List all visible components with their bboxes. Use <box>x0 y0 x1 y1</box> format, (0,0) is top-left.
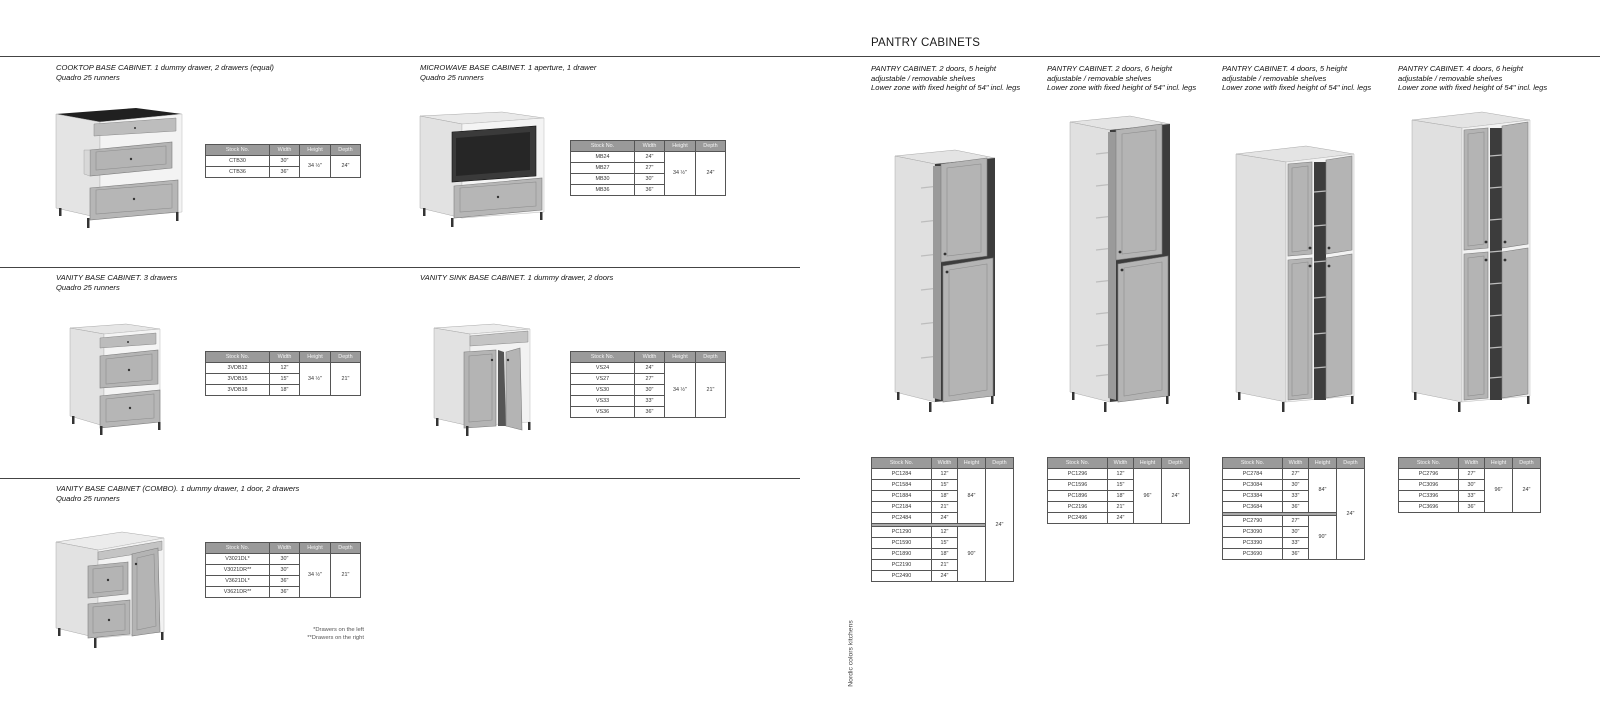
table-header-cell: Stock No. <box>206 352 270 363</box>
caption-pantry-3: PANTRY CABINET. 4 doors, 5 height adjustable / removable shelves Lower zone with fixed height of 54" incl. legs <box>1222 64 1372 93</box>
stock-number-cell: PC3090 <box>1223 526 1283 537</box>
table-header-cell: Height <box>958 458 986 469</box>
width-cell: 24" <box>635 151 665 162</box>
width-cell: 15" <box>932 479 958 490</box>
table-header-cell: Width <box>270 145 300 156</box>
stock-number-cell: VS24 <box>571 362 635 373</box>
stock-number-cell: VS36 <box>571 406 635 417</box>
table-header-cell: Depth <box>331 543 361 554</box>
stock-number-cell: PC1590 <box>872 537 932 548</box>
width-cell: 27" <box>635 162 665 173</box>
width-cell: 21" <box>932 559 958 570</box>
stock-number-cell: MB24 <box>571 151 635 162</box>
depth-cell: 24" <box>1162 468 1190 523</box>
width-cell: 30" <box>635 173 665 184</box>
width-cell: 18" <box>1108 490 1134 501</box>
table-header-cell: Depth <box>331 352 361 363</box>
row-divider-rule-2 <box>0 478 800 479</box>
width-cell: 12" <box>1108 468 1134 479</box>
stock-number-cell: PC3690 <box>1223 548 1283 559</box>
stock-number-cell: 3VDB12 <box>206 362 270 373</box>
table-row <box>206 155 361 166</box>
stock-number-cell: PC2190 <box>872 559 932 570</box>
pantry-cabinet-3-image <box>1234 144 1358 416</box>
table-header-cell: Depth <box>1513 458 1541 469</box>
width-cell: 15" <box>932 537 958 548</box>
table-row <box>1048 468 1190 479</box>
width-cell: 12" <box>270 362 300 373</box>
width-cell: 15" <box>1108 479 1134 490</box>
stock-number-cell: PC2796 <box>1399 468 1459 479</box>
caption-microwave-base: MICROWAVE BASE CABINET. 1 aperture, 1 drawer Quadro 25 runners <box>420 63 597 82</box>
width-cell: 36" <box>635 184 665 195</box>
height-cell: 90" <box>1309 515 1337 559</box>
width-cell: 18" <box>270 384 300 395</box>
table-header-cell: Width <box>932 458 958 469</box>
table-row <box>571 362 726 373</box>
spec-table-pantry-1 <box>871 457 1014 582</box>
stock-number-cell: PC1890 <box>872 548 932 559</box>
depth-cell: 24" <box>696 151 726 195</box>
vanity-combo-cabinet-image <box>54 528 168 656</box>
cooktop-cabinet-image <box>54 104 184 230</box>
stock-number-cell: PC1896 <box>1048 490 1108 501</box>
stock-number-cell: CTB36 <box>206 166 270 177</box>
stock-number-cell: VS27 <box>571 373 635 384</box>
width-cell: 27" <box>635 373 665 384</box>
table-header-cell: Width <box>635 141 665 152</box>
stock-number-cell: PC1596 <box>1048 479 1108 490</box>
pantry-cabinet-1-image <box>893 148 999 416</box>
table-header-cell: Depth <box>696 141 726 152</box>
width-cell: 24" <box>1108 512 1134 523</box>
vanity-drawer-cabinet-image <box>66 322 166 442</box>
table-header-cell: Depth <box>696 352 726 363</box>
stock-number-cell: PC2790 <box>1223 515 1283 526</box>
stock-number-cell: 3VDB18 <box>206 384 270 395</box>
width-cell: 21" <box>932 501 958 512</box>
width-cell: 12" <box>932 468 958 479</box>
height-cell: 34 ½" <box>300 155 331 177</box>
spec-table-vanity-sink <box>570 351 726 418</box>
stock-number-cell: PC3684 <box>1223 501 1283 512</box>
depth-cell: 24" <box>1513 468 1541 512</box>
stock-number-cell: PC1290 <box>872 526 932 537</box>
table-header-cell: Height <box>300 145 331 156</box>
width-cell: 24" <box>932 512 958 523</box>
width-cell: 21" <box>1108 501 1134 512</box>
width-cell: 30" <box>635 384 665 395</box>
depth-cell: 21" <box>331 553 361 597</box>
drawer-footnotes: *Drawers on the left **Drawers on the right <box>307 627 364 641</box>
depth-cell: 21" <box>331 362 361 395</box>
table-header-cell: Stock No. <box>571 352 635 363</box>
spec-table-vanity-drawers <box>205 351 361 396</box>
stock-number-cell: V3621DR** <box>206 586 270 597</box>
pantry-cabinet-2-image <box>1068 114 1174 416</box>
table-row <box>872 468 1014 479</box>
width-cell: 33" <box>1283 490 1309 501</box>
stock-number-cell: PC2484 <box>872 512 932 523</box>
caption-vanity-sink-base: VANITY SINK BASE CABINET. 1 dummy drawer, 2 doors <box>420 273 614 282</box>
spec-table-pantry-4 <box>1398 457 1541 513</box>
caption-pantry-4: PANTRY CABINET. 4 doors, 6 height adjustable / removable shelves Lower zone with fixed height of 54" incl. legs <box>1398 64 1548 93</box>
table-header-cell: Height <box>300 352 331 363</box>
stock-number-cell: PC1284 <box>872 468 932 479</box>
stock-number-cell: V3021DR** <box>206 564 270 575</box>
stock-number-cell: PC1296 <box>1048 468 1108 479</box>
height-cell: 34 ½" <box>300 362 331 395</box>
width-cell: 30" <box>270 155 300 166</box>
table-header-cell: Width <box>1459 458 1485 469</box>
table-header-cell: Depth <box>986 458 1014 469</box>
width-cell: 27" <box>1283 468 1309 479</box>
table-header-cell: Height <box>665 141 696 152</box>
width-cell: 27" <box>1283 515 1309 526</box>
table-header-cell: Width <box>1108 458 1134 469</box>
height-cell: 96" <box>1134 468 1162 523</box>
table-header-cell: Stock No. <box>571 141 635 152</box>
table-row <box>206 362 361 373</box>
table-header-cell: Height <box>1309 458 1337 469</box>
spec-table-vanity-combo <box>205 542 361 598</box>
caption-vanity-base: VANITY BASE CABINET. 3 drawers Quadro 25 runners <box>56 273 178 292</box>
stock-number-cell: VS30 <box>571 384 635 395</box>
height-cell: 34 ½" <box>665 362 696 417</box>
width-cell: 30" <box>1459 479 1485 490</box>
width-cell: 36" <box>635 406 665 417</box>
page-title: PANTRY CABINETS <box>871 37 981 49</box>
height-cell: 84" <box>958 468 986 523</box>
stock-number-cell: CTB30 <box>206 155 270 166</box>
pantry-cabinet-4-image <box>1410 110 1534 416</box>
stock-number-cell: PC2496 <box>1048 512 1108 523</box>
width-cell: 30" <box>1283 526 1309 537</box>
brand-side-label: Nordic colors kitchens <box>847 620 855 687</box>
width-cell: 36" <box>1283 548 1309 559</box>
width-cell: 30" <box>270 553 300 564</box>
stock-number-cell: PC1584 <box>872 479 932 490</box>
width-cell: 27" <box>1459 468 1485 479</box>
width-cell: 24" <box>932 570 958 581</box>
table-header-cell: Depth <box>331 145 361 156</box>
table-header-cell: Height <box>1485 458 1513 469</box>
depth-cell: 24" <box>986 468 1014 581</box>
table-header-cell: Height <box>300 543 331 554</box>
width-cell: 36" <box>270 166 300 177</box>
stock-number-cell: MB30 <box>571 173 635 184</box>
stock-number-cell: PC2490 <box>872 570 932 581</box>
table-header-cell: Stock No. <box>206 145 270 156</box>
microwave-cabinet-image <box>418 110 548 230</box>
top-divider-rule <box>0 56 1600 57</box>
spec-table-microwave <box>570 140 726 196</box>
table-row <box>1399 468 1541 479</box>
width-cell: 15" <box>270 373 300 384</box>
stock-number-cell: 3VDB15 <box>206 373 270 384</box>
stock-number-cell: PC3396 <box>1399 490 1459 501</box>
caption-pantry-2: PANTRY CABINET. 2 doors, 6 height adjustable / removable shelves Lower zone with fixed height of 54" incl. legs <box>1047 64 1197 93</box>
depth-cell: 24" <box>331 155 361 177</box>
spec-table-pantry-3 <box>1222 457 1365 560</box>
table-row <box>1223 468 1365 479</box>
depth-cell: 24" <box>1337 468 1365 559</box>
height-cell: 96" <box>1485 468 1513 512</box>
stock-number-cell: PC3696 <box>1399 501 1459 512</box>
vanity-sink-cabinet-image <box>432 322 536 444</box>
table-header-cell: Width <box>635 352 665 363</box>
width-cell: 33" <box>1459 490 1485 501</box>
stock-number-cell: PC2196 <box>1048 501 1108 512</box>
width-cell: 30" <box>1283 479 1309 490</box>
table-header-cell: Stock No. <box>872 458 932 469</box>
stock-number-cell: VS33 <box>571 395 635 406</box>
table-header-cell: Stock No. <box>206 543 270 554</box>
width-cell: 36" <box>270 586 300 597</box>
width-cell: 33" <box>635 395 665 406</box>
table-header-cell: Depth <box>1337 458 1365 469</box>
table-header-cell: Width <box>1283 458 1309 469</box>
width-cell: 33" <box>1283 537 1309 548</box>
table-header-cell: Height <box>665 352 696 363</box>
table-row <box>571 151 726 162</box>
stock-number-cell: PC2184 <box>872 501 932 512</box>
stock-number-cell: PC3084 <box>1223 479 1283 490</box>
table-header-cell: Stock No. <box>1223 458 1283 469</box>
table-header-cell: Stock No. <box>1399 458 1459 469</box>
depth-cell: 21" <box>696 362 726 417</box>
stock-number-cell: PC3390 <box>1223 537 1283 548</box>
stock-number-cell: MB27 <box>571 162 635 173</box>
stock-number-cell: MB36 <box>571 184 635 195</box>
stock-number-cell: PC1884 <box>872 490 932 501</box>
table-header-cell: Width <box>270 543 300 554</box>
table-header-cell: Stock No. <box>1048 458 1108 469</box>
width-cell: 36" <box>1459 501 1485 512</box>
width-cell: 12" <box>932 526 958 537</box>
stock-number-cell: PC2784 <box>1223 468 1283 479</box>
height-cell: 34 ½" <box>300 553 331 597</box>
width-cell: 18" <box>932 548 958 559</box>
height-cell: 84" <box>1309 468 1337 512</box>
width-cell: 36" <box>1283 501 1309 512</box>
row-divider-rule-1 <box>0 267 800 268</box>
stock-number-cell: PC3096 <box>1399 479 1459 490</box>
caption-pantry-1: PANTRY CABINET. 2 doors, 5 height adjustable / removable shelves Lower zone with fixed height of 54" incl. legs <box>871 64 1021 93</box>
stock-number-cell: V3621DL* <box>206 575 270 586</box>
width-cell: 36" <box>270 575 300 586</box>
table-header-cell: Height <box>1134 458 1162 469</box>
spec-table-cooktop <box>205 144 361 178</box>
table-row <box>206 553 361 564</box>
spec-table-pantry-2 <box>1047 457 1190 524</box>
stock-number-cell: V3021DL* <box>206 553 270 564</box>
stock-number-cell: PC3384 <box>1223 490 1283 501</box>
caption-cooktop-base: COOKTOP BASE CABINET. 1 dummy drawer, 2 drawers (equal) Quadro 25 runners <box>56 63 274 82</box>
caption-vanity-combo: VANITY BASE CABINET (COMBO). 1 dummy drawer, 1 door, 2 drawers Quadro 25 runners <box>56 484 300 503</box>
table-header-cell: Width <box>270 352 300 363</box>
width-cell: 30" <box>270 564 300 575</box>
width-cell: 24" <box>635 362 665 373</box>
height-cell: 90" <box>958 526 986 581</box>
height-cell: 34 ½" <box>665 151 696 195</box>
width-cell: 18" <box>932 490 958 501</box>
table-header-cell: Depth <box>1162 458 1190 469</box>
